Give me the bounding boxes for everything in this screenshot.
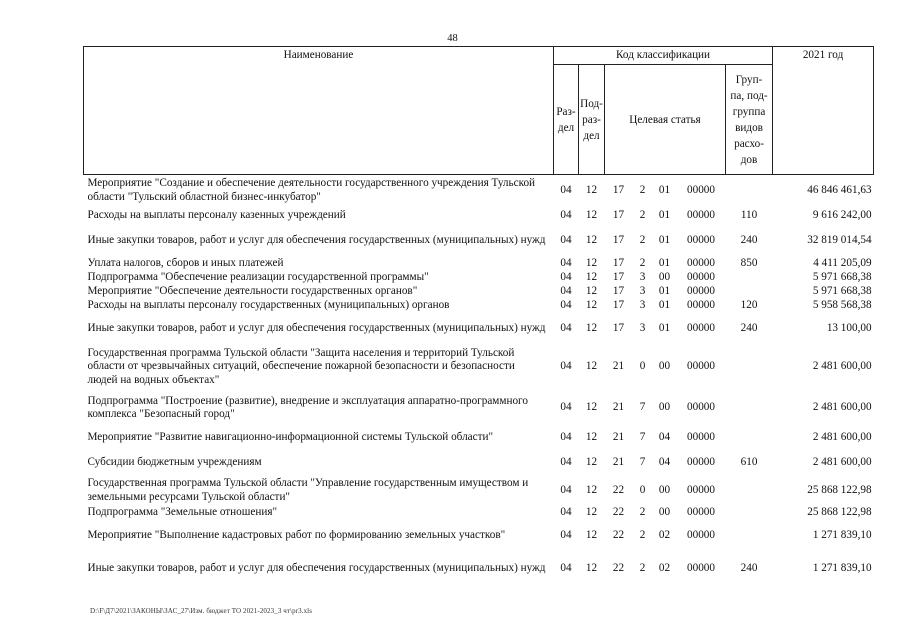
row-expense-type: 120 [740,299,758,312]
row-section: 04 [560,483,572,496]
table-row [84,271,874,285]
row-name: Подпрограмма "Земельные отношения" [87,506,278,519]
header-target-item: Целевая статья [605,65,726,175]
file-path-footer: D:\F\Д7\2021\ЗАКОНЫ\ЗАС_27\Изм. бюджет ТО 2021-2023_3 чт\pr3.xls [90,607,313,615]
row-direction-code: 00000 [687,360,715,373]
row-subprogram-code: 3 [639,270,646,283]
table-header [84,47,874,175]
row-subsection: 12 [585,431,598,444]
table-row [84,207,874,225]
row-direction-code: 00000 [687,456,715,469]
row-section: 04 [560,184,572,197]
row-subprogram-code: 7 [639,431,646,444]
header-year: 2021 год [773,47,874,175]
row-event-code: 00 [658,270,671,283]
row-section: 04 [560,360,572,373]
row-amount: 1 271 839,10 [812,561,872,574]
row-subsection: 12 [585,270,598,283]
row-amount: 4 411 205,09 [813,256,872,269]
row-direction-code: 00000 [687,284,715,297]
row-name: Государственная программа Тульской области "Управление государственным имуществом и земельными ресурсами Тульской области" [87,477,529,503]
header-subsection: Под- раз- дел [579,65,605,175]
row-event-code: 00 [658,483,671,496]
row-subsection: 12 [585,321,598,334]
row-subprogram-code: 0 [639,360,646,373]
row-subprogram-code: 2 [639,506,646,519]
row-amount: 2 481 600,00 [812,360,872,373]
row-direction-code: 00000 [687,184,715,197]
row-subprogram-code: 7 [639,456,646,469]
row-amount: 25 868 122,98 [807,483,872,496]
row-amount: 13 100,00 [826,321,872,334]
row-direction-code: 00000 [687,401,715,414]
row-section: 04 [560,506,572,519]
row-section: 04 [560,208,572,221]
row-expense-type [726,271,773,285]
row-section: 04 [560,270,572,283]
table-row [84,521,874,551]
row-program-code: 21 [612,431,625,444]
row-section: 04 [560,299,572,312]
row-subsection: 12 [585,483,598,496]
row-section: 04 [560,401,572,414]
row-event-code: 02 [658,528,671,541]
row-expense-type: 240 [740,233,758,246]
table-row [84,285,874,299]
row-subsection: 12 [585,528,598,541]
row-program-code: 17 [612,184,625,197]
row-name: Расходы на выплаты персоналу казенных учреждений [87,208,346,221]
table-row [84,506,874,521]
row-name: Иные закупки товаров, работ и услуг для обеспечения государственных (муниципальных) нужд [87,321,546,334]
row-section: 04 [560,431,572,444]
row-expense-type [726,344,773,391]
row-expense-type: 240 [740,321,758,334]
table-row [84,225,874,257]
row-amount: 5 958 568,38 [812,299,872,312]
row-program-code: 17 [612,256,625,269]
row-event-code: 02 [658,561,671,574]
row-name: Уплата налогов, сборов и иных платежей [87,256,284,269]
page-number: 48 [447,33,458,44]
row-program-code: 22 [612,561,625,574]
row-amount: 2 481 600,00 [812,431,872,444]
row-expense-type [726,506,773,521]
row-name: Мероприятие "Развитие навигационно-информационной системы Тульской области" [87,431,494,444]
row-expense-type: 850 [740,256,758,269]
row-event-code: 00 [658,506,671,519]
row-name: Иные закупки товаров, работ и услуг для обеспечения государственных (муниципальных) нужд [87,233,546,246]
row-subprogram-code: 7 [639,401,646,414]
header-section: Раз- дел [554,65,579,175]
table-row [84,314,874,344]
row-amount: 1 271 839,10 [812,528,872,541]
header-name: Наименование [84,47,554,175]
row-subsection: 12 [585,233,598,246]
row-direction-code: 00000 [687,321,715,334]
row-event-code: 00 [658,360,671,373]
row-direction-code: 00000 [687,528,715,541]
row-program-code: 22 [612,506,625,519]
row-event-code: 01 [658,256,671,269]
row-subsection: 12 [585,208,598,221]
row-direction-code: 00000 [687,483,715,496]
row-program-code: 21 [612,360,625,373]
row-name: Мероприятие "Обеспечение деятельности государственных органов" [87,284,418,297]
row-amount: 46 846 461,63 [807,184,872,197]
row-program-code: 17 [612,208,625,221]
row-subprogram-code: 0 [639,483,646,496]
row-subprogram-code: 2 [639,233,646,246]
row-section: 04 [560,528,572,541]
row-subsection: 12 [585,256,598,269]
table-row [84,391,874,426]
row-subprogram-code: 3 [639,284,646,297]
row-program-code: 17 [612,233,625,246]
row-program-code: 22 [612,528,625,541]
row-expense-type [726,521,773,551]
row-subsection: 12 [585,456,598,469]
row-amount: 5 971 668,38 [812,270,872,283]
row-subprogram-code: 2 [639,256,646,269]
row-amount: 9 616 242,00 [812,208,872,221]
row-event-code: 01 [658,208,671,221]
budget-table [83,46,874,587]
row-name: Государственная программа Тульской области "Защита населения и территорий Тульской области от чрезвычайных ситуаций, обеспечение пожарной безопасности и безопасности людей на водных объектах" [87,346,515,386]
table-row [84,257,874,271]
row-section: 04 [560,456,572,469]
header-expense-group: Груп- па, под- группа видов расхо- дов [726,65,773,175]
row-event-code: 01 [658,321,671,334]
row-expense-type: 110 [740,208,758,221]
row-subsection: 12 [585,284,598,297]
row-expense-type [726,391,773,426]
row-amount: 32 819 014,54 [807,233,872,246]
row-amount: 25 868 122,98 [807,506,872,519]
row-direction-code: 00000 [687,299,715,312]
row-program-code: 17 [612,299,625,312]
row-name: Субсидии бюджетным учреждениям [87,456,262,469]
row-subprogram-code: 2 [639,561,646,574]
row-subprogram-code: 3 [639,299,646,312]
row-direction-code: 00000 [687,256,715,269]
row-expense-type [726,426,773,451]
row-subsection: 12 [585,299,598,312]
row-name: Расходы на выплаты персоналу государственных (муниципальных) органов [87,299,450,312]
row-event-code: 01 [658,299,671,312]
table-row [84,476,874,506]
row-event-code: 01 [658,184,671,197]
row-section: 04 [560,233,572,246]
row-event-code: 01 [658,284,671,297]
row-direction-code: 00000 [687,208,715,221]
row-expense-type [726,175,773,207]
row-subprogram-code: 2 [639,208,646,221]
row-event-code: 04 [658,456,671,469]
row-expense-type: 610 [740,456,758,469]
row-expense-type [726,285,773,299]
table-row [84,344,874,391]
table-row [84,299,874,314]
row-amount: 2 481 600,00 [812,456,872,469]
row-direction-code: 00000 [687,270,715,283]
row-section: 04 [560,561,572,574]
row-program-code: 21 [612,456,625,469]
row-amount: 5 971 668,38 [812,284,872,297]
row-subprogram-code: 3 [639,321,646,334]
row-program-code: 22 [612,483,625,496]
row-name: Подпрограмма "Построение (развитие), внедрение и эксплуатация аппаратно-программного комплекса "Безопасный город" [87,394,528,420]
row-program-code: 21 [612,401,625,414]
row-expense-type [726,476,773,506]
row-direction-code: 00000 [687,431,715,444]
row-subsection: 12 [585,401,598,414]
row-name: Мероприятие "Создание и обеспечение деятельности государственного учреждения Тульской области "Тульский областной бизнес-инкубатор" [87,177,536,203]
table-row [84,175,874,207]
row-event-code: 00 [658,401,671,414]
row-name: Мероприятие "Выполнение кадастровых работ по формированию земельных участков" [87,528,506,541]
row-direction-code: 00000 [687,506,715,519]
row-subsection: 12 [585,360,598,373]
row-direction-code: 00000 [687,233,715,246]
row-name: Иные закупки товаров, работ и услуг для обеспечения государственных (муниципальных) нужд [87,561,546,574]
row-subsection: 12 [585,184,598,197]
row-section: 04 [560,321,572,334]
row-expense-type: 240 [740,561,758,574]
row-amount: 2 481 600,00 [812,401,872,414]
row-event-code: 01 [658,233,671,246]
table-row [84,426,874,451]
row-subprogram-code: 2 [639,528,646,541]
row-program-code: 17 [612,321,625,334]
row-name: Подпрограмма "Обеспечение реализации государственной программы" [87,270,429,283]
row-subsection: 12 [585,506,598,519]
table-body [84,175,874,587]
row-program-code: 17 [612,270,625,283]
row-section: 04 [560,284,572,297]
header-classification: Код классификации [554,47,773,65]
row-direction-code: 00000 [687,561,715,574]
row-subprogram-code: 2 [639,184,646,197]
row-event-code: 04 [658,431,671,444]
table-row [84,551,874,587]
row-subsection: 12 [585,561,598,574]
table-row [84,451,874,476]
row-program-code: 17 [612,284,625,297]
row-section: 04 [560,256,572,269]
